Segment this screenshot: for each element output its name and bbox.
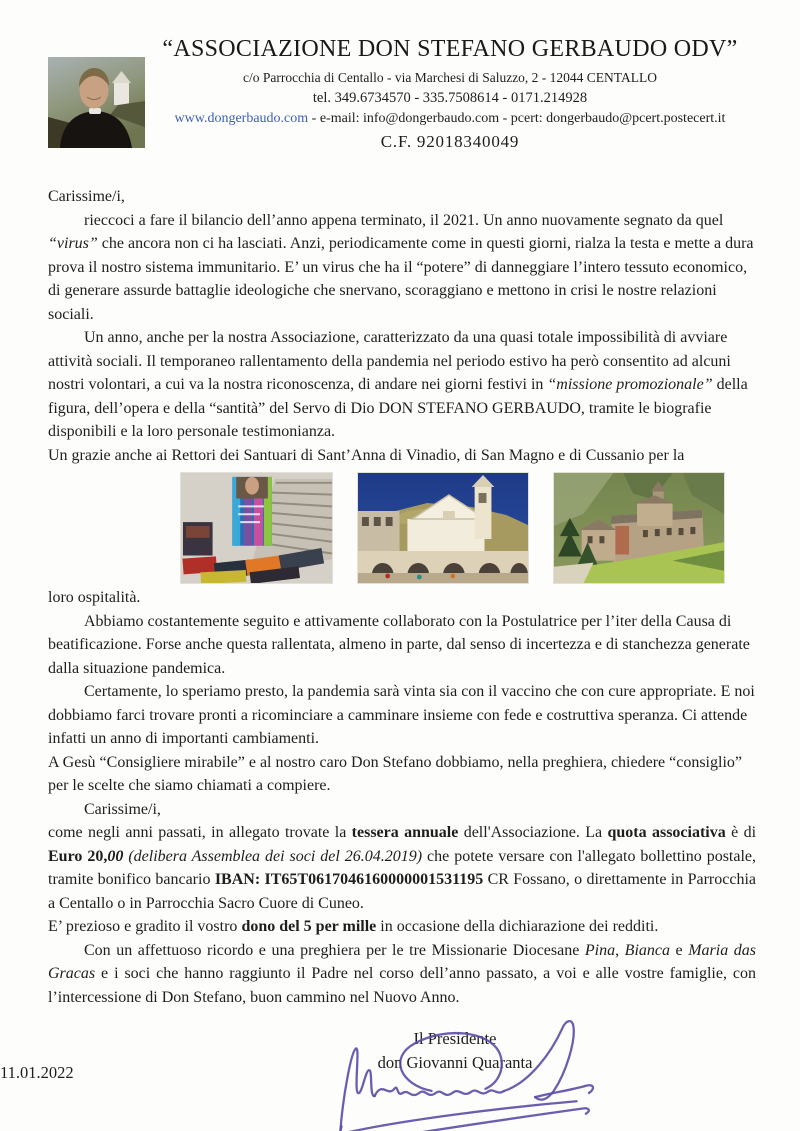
text-run: rieccoci a fare il bilancio dell’anno appena terminato, il 2021. Un anno nuovamente segnato da quel (84, 211, 724, 229)
sant-anna-illustration (358, 473, 528, 583)
text-run: E’ prezioso e gradito il vostro (48, 918, 242, 935)
paragraph (48, 326, 756, 444)
email-pcert-text: - e-mail: info@dongerbaudo.com - pcert: dongerbaudo@pcert.postecert.it (308, 111, 726, 126)
letter-footer (0, 1015, 800, 1131)
text-run: Abbiamo costantemente seguito e attivamente collaborato con la Postulatrice per l’iter della Causa di beatificazione. Forse anche questa rallentata, almeno in parte, dal senso di incertezza e di stanchezza generate dalla situazione pandemica. (48, 612, 750, 677)
signature-autograph (328, 1009, 618, 1131)
text-run: Pina (584, 941, 616, 959)
fiscal-code: C.F. 92018340049 (380, 132, 520, 151)
text-run: quota associativa (607, 824, 726, 841)
text-run: , (615, 941, 625, 959)
sanctuary-sant-anna-photo (357, 472, 529, 584)
signature-role: Il Presidente (413, 1029, 497, 1048)
paragraph (48, 939, 756, 1010)
text-run: in occasione della dichiarazione dei redditi. (376, 918, 659, 935)
paragraph (48, 751, 756, 798)
san-magno-illustration (554, 473, 724, 583)
paragraph (48, 586, 756, 610)
photos-row (180, 472, 756, 584)
paragraph (48, 209, 756, 327)
text-run: che potete versare con l'allegato bollettino postale, tramite bonifico bancario (48, 847, 757, 888)
text-run: è di (725, 824, 757, 841)
text-run: come negli anni passati, in allegato trovate la (48, 824, 352, 841)
text-run: dell'Associazione. La (458, 824, 608, 841)
text-run: e i soci che hanno raggiunto il Padre nel corso dell’anno passato, a voi e alle vostre famiglie, con l’intercessione di Don Stefano, buon cammino nel Nuovo Anno. (48, 965, 756, 1006)
paragraph (48, 798, 756, 822)
text-run: CR Fossano, o direttamente in Parrocchia a Centallo o in Parrocchia Sacro Cuore di Cuneo. (48, 871, 756, 912)
letter-date: 11.01.2022 (0, 1063, 74, 1082)
letterhead-text (145, 0, 755, 152)
text-run: della figura, dell’opera e della “santità” del Servo di Dio DON STEFANO GERBAUDO, tramite le biografie disponibili e la loro personale testimonianza. (48, 376, 748, 440)
text-run: e (670, 941, 689, 959)
org-address: c/o Parrocchia di Centallo - via Marchesi di Saluzzo, 2 - 12044 CENTALLO (243, 70, 657, 85)
org-phones: tel. 349.6734570 - 335.7508614 - 0171.214928 (312, 90, 588, 106)
letterhead (0, 0, 800, 163)
body-paragraphs-after-photos (48, 586, 756, 1009)
body-paragraphs-before-photos (48, 185, 756, 467)
paragraph (48, 444, 756, 468)
text-run: Bianca (624, 941, 670, 959)
text-run: A Gesù “Consigliere mirabile” e al nostro caro Don Stefano dobbiamo, nella preghiera, chiedere “consiglio” per le scelte che siamo chiamati a compiere. (48, 753, 742, 794)
text-run: tessera annuale (351, 824, 459, 841)
signature-name: don Giovanni Quaranta (377, 1053, 533, 1072)
org-title: “ASSOCIAZIONE DON STEFANO GERBAUDO ODV” (162, 36, 738, 62)
text-run: Carissime/i, (84, 800, 161, 818)
text-run: (delibera Assemblea dei soci del 26.04.2019) (128, 847, 423, 865)
text-run: Euro 20, (48, 847, 108, 865)
website-url: www.dongerbaudo.com (174, 111, 309, 126)
text-run: Certamente, lo speriamo presto, la pandemia sarà vinta sia con il vaccino che con cure appropriate. E noi dobbiamo farci trovare pronti a ricominciare a camminare insieme con fede e costruttiva speranza. Ci attende infatti un anno di importanti cambiamenti. (48, 683, 755, 747)
text-run: IBAN: IT65T0617046160000001531195 (214, 871, 484, 888)
paragraph (48, 680, 756, 751)
text-run: 00 (107, 847, 124, 865)
text-run: dono del 5 per mille (241, 918, 377, 935)
paragraph (48, 915, 756, 939)
text-run: Un anno, anche per la nostra Associazione, caratterizzato da una quasi totale impossibilità di avviare attività sociali. Il temporaneo rallentamento della pandemia nel periodo estivo ha però consentito ad alcuni nostri volontari, a cui va la nostra riconoscenza, di andare nei giorni festivi in (48, 329, 731, 393)
don-stefano-portrait-photo (48, 57, 145, 148)
paragraph (48, 185, 756, 209)
text-run: che ancora non ci ha lasciati. Anzi, periodicamente come in questi giorni, rialza la testa e mette a dura prova il nostro sistema immunitario. E’ un virus che ha il “potere” di danneggiare l’intero tessuto economico, di generare assurde battaglie ideologiche che snervano, scoraggiano e mettono in crisi le nostre relazioni sociali. (48, 235, 754, 323)
book-display-illustration (181, 473, 332, 583)
text-run: Carissime/i, (48, 188, 125, 205)
org-contacts-line (145, 111, 755, 127)
book-display-photo (180, 472, 333, 584)
letter-body (48, 185, 756, 1009)
text-run: Con un affettuoso ricordo e una preghiera per le tre Missionarie Diocesane (84, 941, 585, 959)
portrait-illustration (48, 57, 145, 148)
text-run: “missione promozionale” (547, 376, 713, 393)
text-run: Un grazie anche ai Rettori dei Santuari di Sant’Anna di Vinadio, di San Magno e di Cussanio per la (48, 446, 685, 464)
text-run: Maria das Gracas (48, 941, 757, 982)
sanctuary-san-magno-photo (553, 472, 725, 584)
paragraph (48, 610, 756, 681)
paragraph (48, 821, 756, 915)
text-run: loro ospitalità. (48, 589, 141, 606)
text-run: “virus” (48, 235, 98, 252)
